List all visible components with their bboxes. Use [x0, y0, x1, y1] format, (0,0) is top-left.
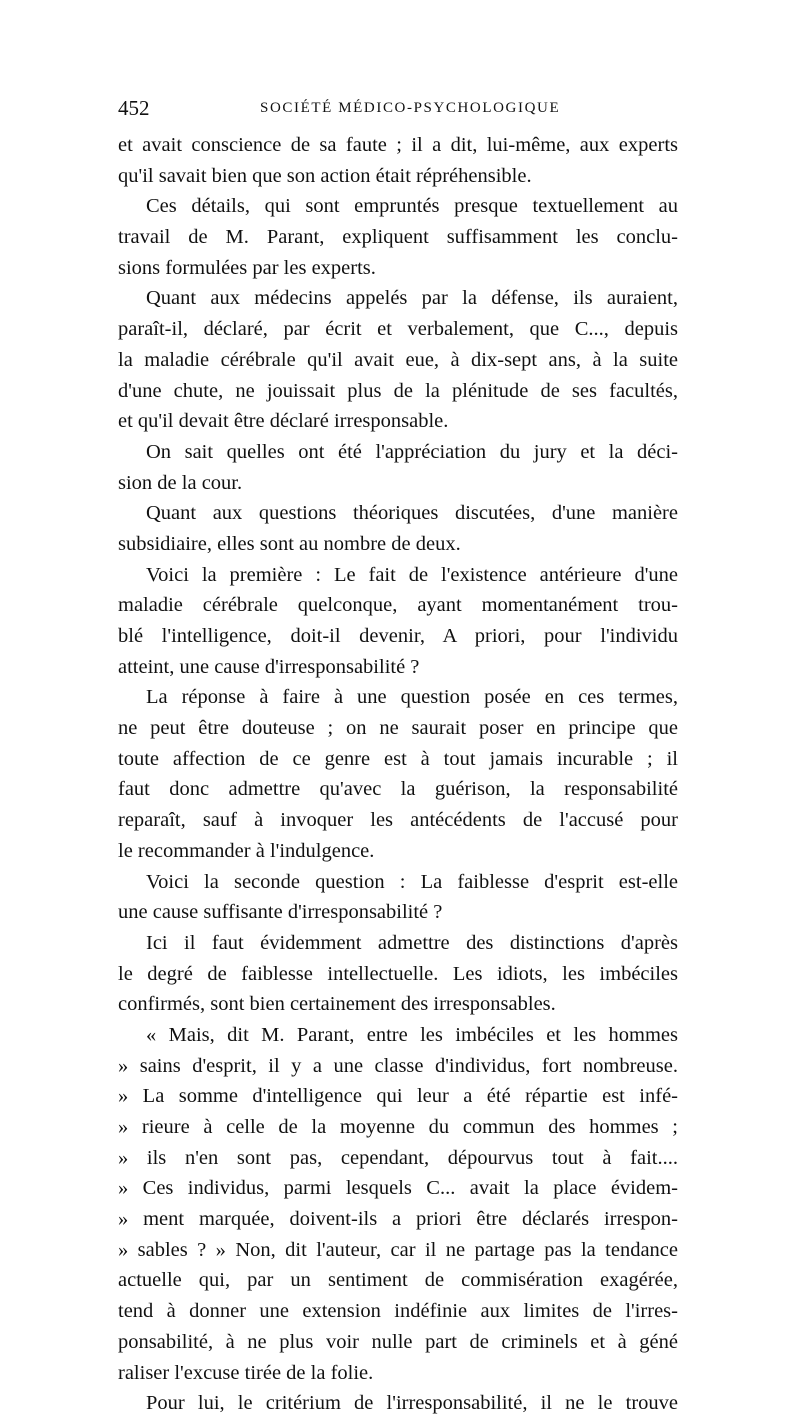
text-line: raliser l'excuse tirée de la folie.: [118, 1361, 374, 1384]
text-line: le recommander à l'indulgence.: [118, 839, 375, 862]
text-line: la maladie cérébrale qu'il avait eue, à dix-sept ans, à la suite: [118, 348, 678, 371]
text-line: sion de la cour.: [118, 471, 243, 494]
text-line: Voici la seconde question : La faiblesse d'esprit est-elle: [146, 870, 678, 893]
text-line: « Mais, dit M. Parant, entre les imbéciles et les hommes: [146, 1023, 678, 1046]
text-line: tend à donner une extension indéfinie aux limites de l'irres-: [118, 1300, 678, 1323]
text-line: atteint, une cause d'irresponsabilité ?: [118, 655, 420, 678]
page-header: [118, 96, 678, 120]
body-text: [118, 130, 678, 1419]
text-line: subsidiaire, elles sont au nombre de deux.: [118, 532, 461, 555]
text-line: Ici il faut évidemment admettre des distinctions d'après: [146, 931, 678, 954]
text-line: » sains d'esprit, il y a une classe d'individus, fort nombreuse.: [118, 1054, 678, 1077]
text-line: maladie cérébrale quelconque, ayant momentanément trou-: [118, 594, 678, 617]
text-line: » La somme d'intelligence qui leur a été répartie est infé-: [118, 1085, 678, 1108]
text-line: Pour lui, le critérium de l'irresponsabilité, il ne le trouve: [146, 1392, 678, 1415]
text-line: une cause suffisante d'irresponsabilité ?: [118, 901, 443, 924]
text-line: faut donc admettre qu'avec la guérison, la responsabilité: [118, 778, 678, 801]
text-line: toute affection de ce genre est à tout jamais incurable ; il: [118, 747, 678, 770]
text-line: On sait quelles ont été l'appréciation du jury et la déci-: [146, 440, 678, 463]
text-line: » rieure à celle de la moyenne du commun des hommes ;: [118, 1116, 678, 1138]
text-line: ponsabilité, à ne plus voir nulle part de criminels et à géné: [118, 1330, 678, 1353]
text-line: Quant aux questions théoriques discutées, d'une manière: [146, 502, 678, 525]
text-line: confirmés, sont bien certainement des irresponsables.: [118, 993, 556, 1016]
text-line: le degré de faiblesse intellectuelle. Les idiots, les imbéciles: [118, 962, 678, 985]
text-line: La réponse à faire à une question posée en ces termes,: [146, 686, 678, 709]
text-line: Ces détails, qui sont empruntés presque textuellement au: [146, 195, 678, 218]
text-line: travail de M. Parant, expliquent suffisamment les conclu-: [118, 226, 678, 249]
text-line: reparaît, sauf à invoquer les antécédents de l'accusé pour: [118, 809, 678, 832]
text-line: d'une chute, ne jouissait plus de la plénitude de ses facultés,: [118, 379, 678, 402]
text-line: et qu'il devait être déclaré irresponsable.: [118, 410, 449, 433]
text-line: Quant aux médecins appelés par la défense, ils auraient,: [146, 287, 678, 310]
text-line: ne peut être douteuse ; on ne saurait poser en principe que: [118, 717, 678, 740]
text-line: Voici la première : Le fait de l'existence antérieure d'une: [146, 563, 678, 586]
text-line: et avait conscience de sa faute ; il a dit, lui-même, aux experts: [118, 134, 678, 156]
text-line: » Ces individus, parmi lesquels C... avait la place évidem-: [118, 1177, 678, 1200]
text-line: » sables ? » Non, dit l'auteur, car il ne partage pas la tendance: [118, 1238, 678, 1261]
text-line: » ils n'en sont pas, cependant, dépourvus tout à fait....: [118, 1146, 678, 1169]
running-head: SOCIÉTÉ MÉDICO-PSYCHOLOGIQUE: [260, 100, 561, 116]
text-line: actuelle qui, par un sentiment de commisération exagérée,: [118, 1269, 678, 1292]
text-line: » ment marquée, doivent-ils a priori être déclarés irrespon-: [118, 1208, 678, 1231]
text-line: blé l'intelligence, doit-il devenir, A priori, pour l'individu: [118, 625, 678, 647]
text-line: qu'il savait bien que son action était répréhensible.: [118, 164, 532, 187]
text-line: sions formulées par les experts.: [118, 256, 376, 279]
page-number: 452: [118, 96, 150, 120]
text-line: paraît-il, déclaré, par écrit et verbalement, que C..., depuis: [118, 318, 678, 341]
